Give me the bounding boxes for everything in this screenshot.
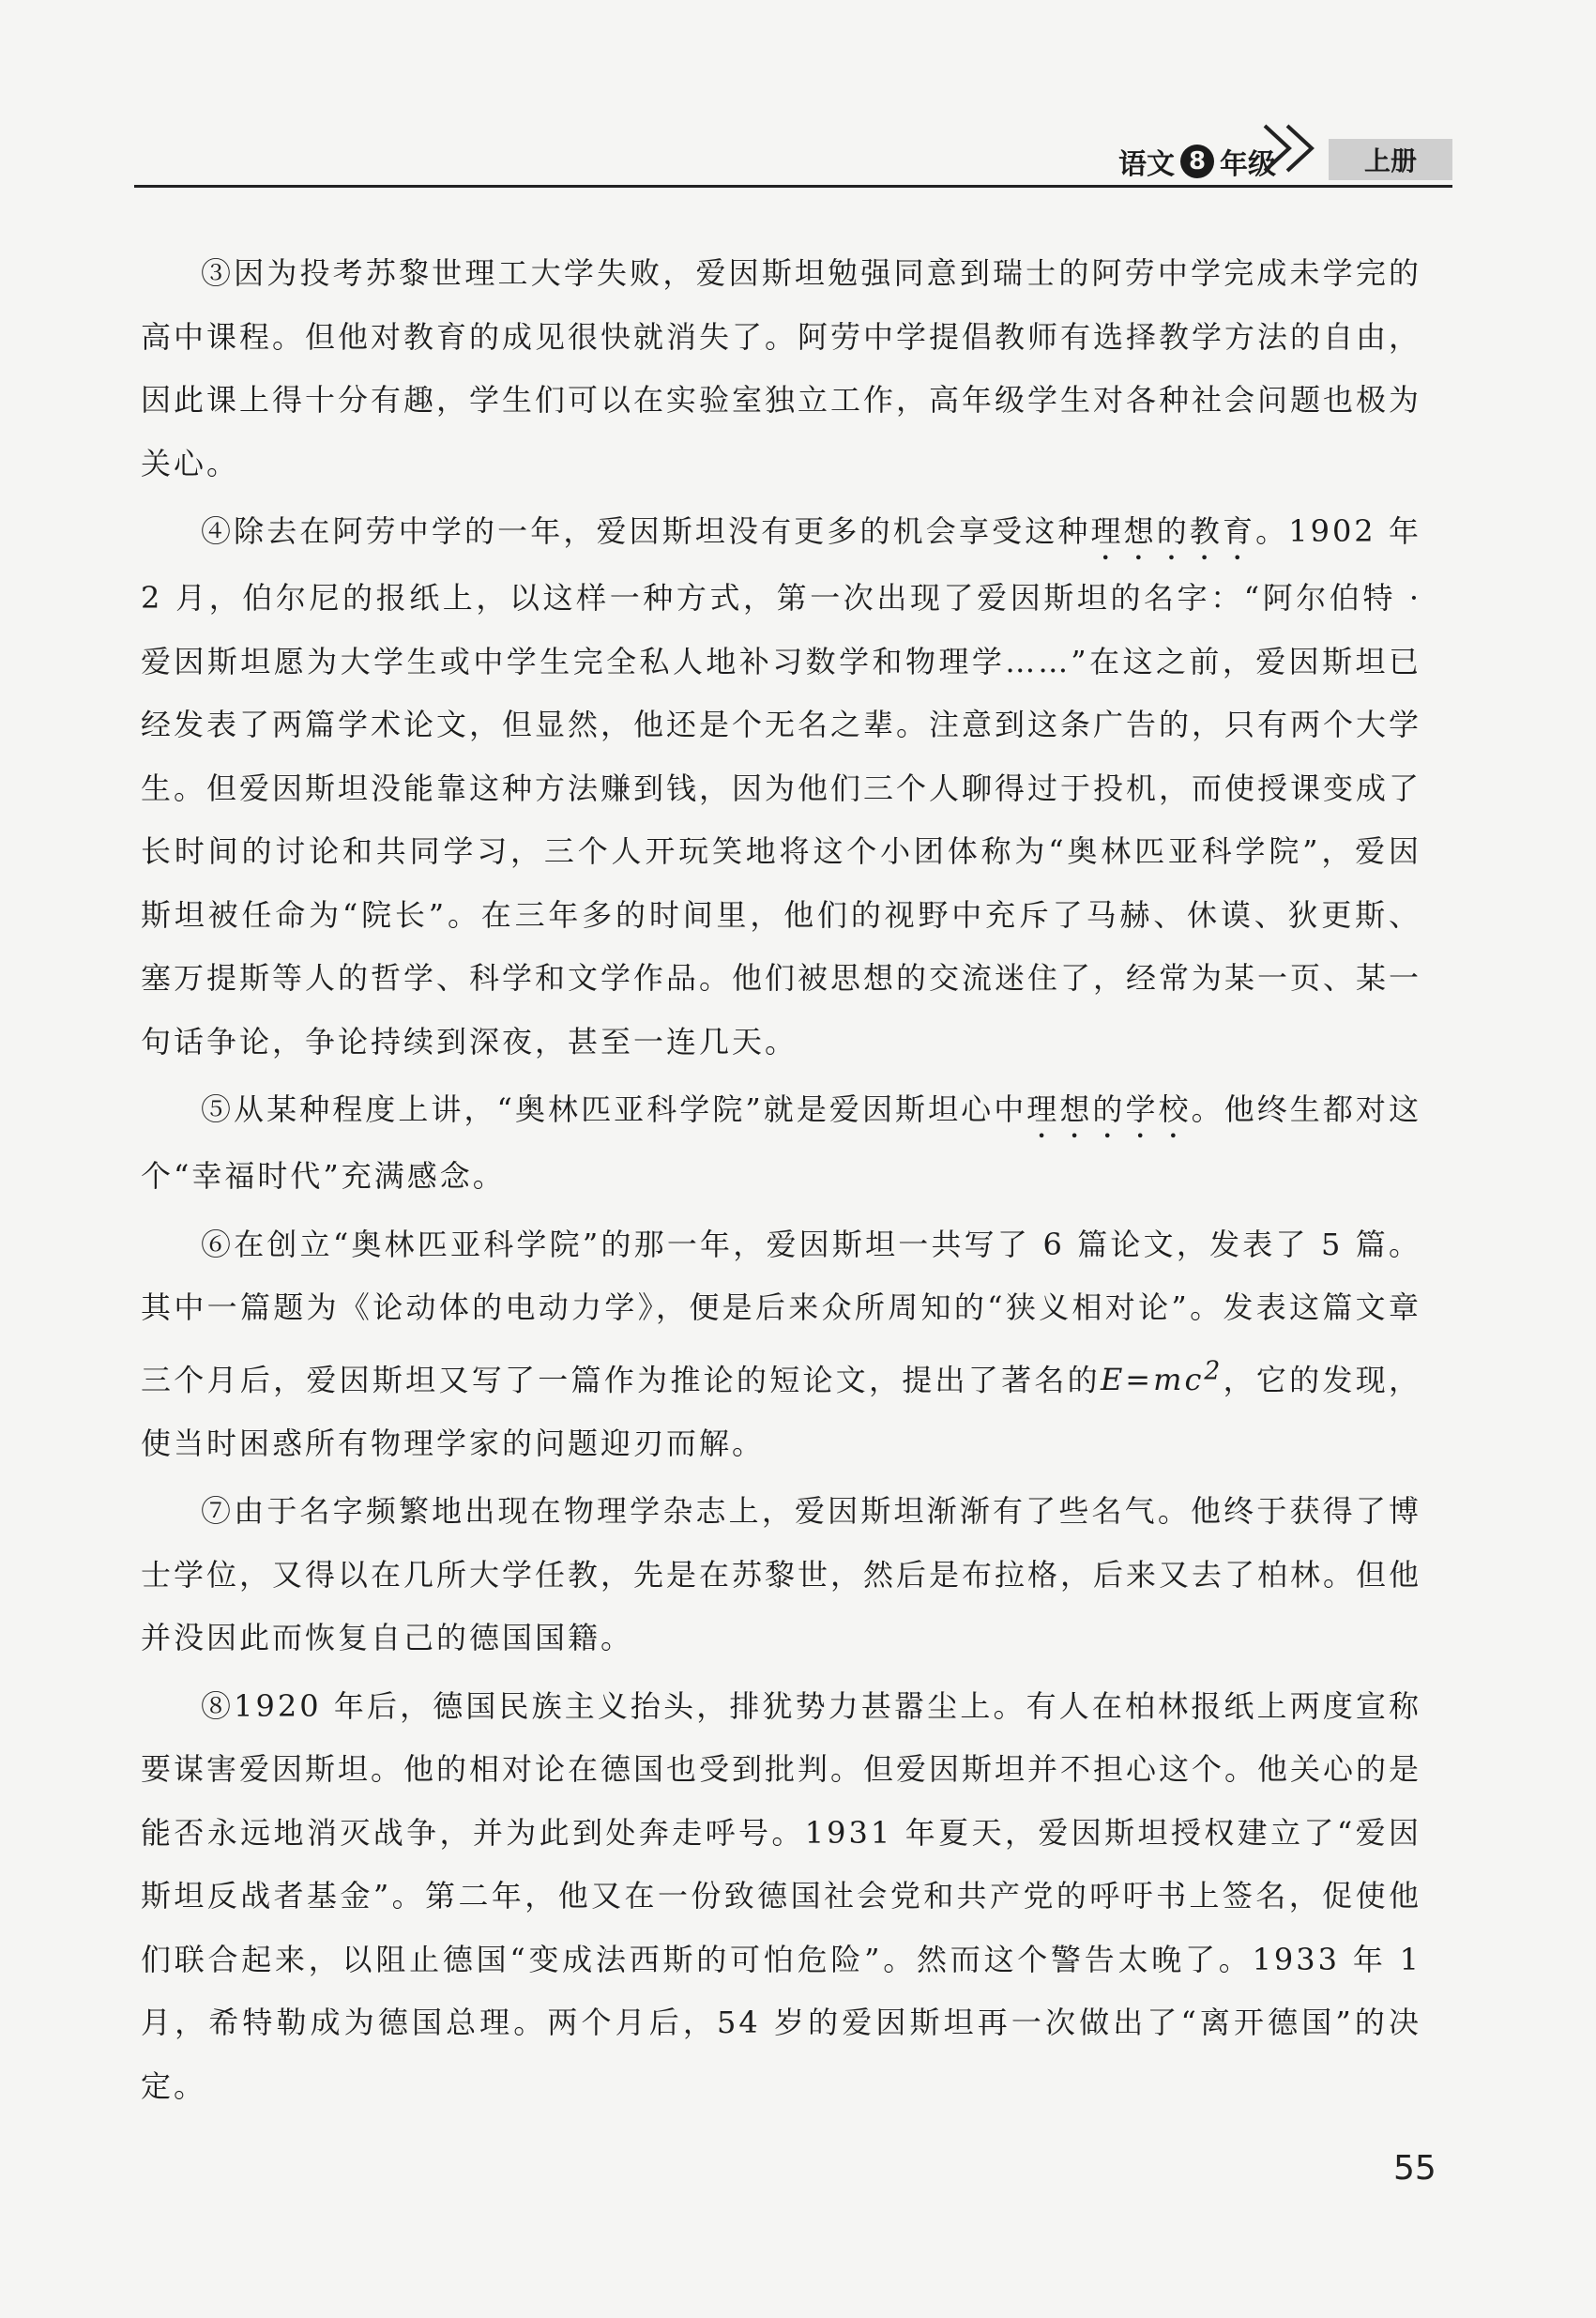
paragraph-6-text-b: ，它的发现，使当时困惑所有物理学家的问题迎刃而解。	[141, 1362, 1421, 1461]
volume-tab: 上册	[1329, 139, 1452, 180]
paragraph-6-text-a: ⑥在创立“奥林匹亚科学院”的那一年，爱因斯坦一共写了 6 篇论文，发表了 5 篇。其中一篇题为《论动体的电动力学》，便是后来众所周知的“狭义相对论”。发表这篇文章三个月后，爱因斯坦又写了一篇作为推论的短论文，提出了著名的	[141, 1226, 1421, 1398]
emphasized-ideal-education: 理想的教育	[1090, 513, 1256, 549]
article-body	[141, 242, 1421, 2123]
subject-label: 语文	[1118, 148, 1175, 181]
page-header	[134, 128, 1452, 188]
double-chevron-icon	[1259, 120, 1325, 176]
header-title	[1118, 141, 1276, 182]
paragraph-4-text-a: ④除去在阿劳中学的一年，爱因斯坦没有更多的机会享受这种	[201, 513, 1091, 549]
grade-badge: 8	[1180, 145, 1214, 178]
grade-suffix: 年级	[1220, 148, 1276, 181]
formula-superscript: 2	[1204, 1356, 1224, 1386]
paragraph-6	[141, 1213, 1421, 1476]
paragraph-4-text-b: 。1902 年 2 月，伯尔尼的报纸上，以这样一种方式，第一次出现了爱因斯坦的名字：“阿尔伯特 · 爱因斯坦愿为大学生或中学生完全私人地补习数学和物理学……”在这之前，爱因斯坦已经发表了两篇学术论文，但显然，他还是个无名之辈。注意到这条广告的，只有两个大学生。但爱因斯坦没能靠这种方法赚到钱，因为他们三个人聊得过于投机，而使授课变成了长时间的讨论和共同学习，三个人开玩笑地将这个小团体称为“奥林匹亚科学院”，爱因斯坦被任命为“院长”。在三年多的时间里，他们的视野中充斥了马赫、休谟、狄更斯、塞万提斯等人的哲学、科学和文学作品。他们被思想的交流迷住了，经常为某一页、某一句话争论，争论持续到深夜，甚至一连几天。	[141, 513, 1422, 1060]
page-number: 55	[1393, 2149, 1436, 2188]
paragraph-5-text-b: 。他终生都对这个“幸福时代”充满感念。	[141, 1091, 1421, 1194]
paragraph-5-text-a: ⑤从某种程度上讲，“奥林匹亚科学院”就是爱因斯坦心中	[201, 1091, 1027, 1127]
paragraph-5	[141, 1078, 1421, 1209]
formula-emc2	[1100, 1356, 1224, 1398]
paragraph-7: ⑦由于名字频繁地出现在物理学杂志上，爱因斯坦渐渐有了些名气。他终于获得了博士学位，又得以在几所大学任教，先是在苏黎世，然后是布拉格，后来又去了柏林。但他并没因此而恢复自己的德国国籍。	[141, 1493, 1422, 1656]
formula-text: E=mc	[1100, 1362, 1205, 1398]
paragraph-4	[141, 500, 1421, 1074]
paragraph-3: ③因为投考苏黎世理工大学失败，爱因斯坦勉强同意到瑞士的阿劳中学完成未学完的高中课程。但他对教育的成见很快就消失了。阿劳中学提倡教师有选择教学方法的自由，因此课上得十分有趣，学生们可以在实验室独立工作，高年级学生对各种社会问题也极为关心。	[141, 255, 1422, 481]
header-rule	[134, 185, 1452, 188]
paragraph-8: ⑧1920 年后，德国民族主义抬头，排犹势力甚嚣尘上。有人在柏林报纸上两度宣称要谋害爱因斯坦。他的相对论在德国也受到批判。但爱因斯坦并不担心这个。他关心的是能否永远地消灭战争，并为此到处奔走呼号。1931 年夏天，爱因斯坦授权建立了“爱因斯坦反战者基金”。第二年，他又在一份致德国社会党和共产党的呼吁书上签名，促使他们联合起来，以阻止德国“变成法西斯的可怕危险”。然而这个警告太晚了。1933 年 1 月，希特勒成为德国总理。两个月后，54 岁的爱因斯坦再一次做出了“离开德国”的决定。	[141, 1687, 1422, 2104]
emphasized-ideal-school: 理想的学校	[1026, 1091, 1192, 1127]
